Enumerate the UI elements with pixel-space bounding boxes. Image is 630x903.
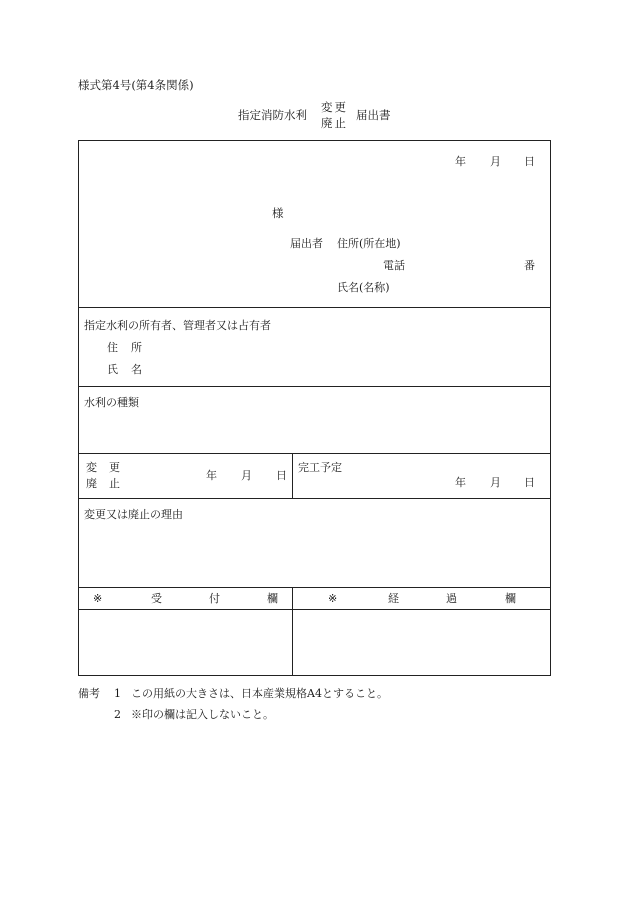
abolish-char-1: 廃 [86,477,97,490]
notes-label: 備考 [78,687,100,700]
phone-number-suffix: 番 [524,259,535,272]
reception-char-2: 付 [209,592,220,605]
divider-date-completion [292,453,293,498]
divider-owner-type [78,386,551,387]
address-label: 住所(所在地) [337,237,401,250]
progress-char-1: 経 [388,592,399,605]
title-prefix: 指定消防水利 [238,108,307,122]
divider-header-owner [78,307,551,308]
divider-date-reason [78,498,551,499]
owner-heading: 指定水利の所有者、管理者又は占有者 [84,319,271,332]
abolish-char-2: 止 [109,477,120,490]
form-number: 様式第4号(第4条関係) [78,78,194,92]
divider-office-header [78,609,551,610]
progress-char-3: 欄 [505,592,516,605]
owner-address-char-1: 住 [107,341,118,354]
note-1-text: この用紙の大きさは、日本産業規格A4とすること。 [131,687,388,700]
progress-char-2: 過 [446,592,457,605]
note-2-number: 2 [114,708,121,721]
completion-year: 年 [455,476,466,489]
progress-mark: ※ [328,592,338,605]
change-date-day: 日 [276,469,287,482]
note-1-number: 1 [114,687,121,700]
title-option-abolish: 廃止 [321,116,348,130]
reason-heading: 変更又は廃止の理由 [84,508,183,521]
change-date-month: 月 [241,469,252,482]
completion-month: 月 [490,476,501,489]
change-date-year: 年 [206,469,217,482]
divider-reason-office [78,587,551,588]
change-char-1: 変 [86,461,97,474]
addressee-suffix: 様 [272,206,284,220]
title-option-change: 変更 [321,100,348,114]
divider-type-date [78,453,551,454]
note-2-text: ※印の欄は記入しないこと。 [131,708,274,721]
name-label: 氏名(名称) [337,281,390,294]
date-year-label: 年 [455,155,466,168]
phone-label: 電話 [383,259,405,272]
date-month-label: 月 [490,155,501,168]
owner-address-char-2: 所 [131,341,142,354]
change-char-2: 更 [109,461,120,474]
reception-char-3: 欄 [267,592,278,605]
completion-label: 完工予定 [298,461,342,474]
divider-office-columns [292,587,293,676]
form-table [78,140,551,676]
water-type-heading: 水利の種類 [84,396,139,409]
date-day-label: 日 [524,155,535,168]
owner-name-char-1: 氏 [107,363,118,376]
notifier-label: 届出者 [290,237,323,250]
reception-char-1: 受 [151,592,162,605]
reception-mark: ※ [93,592,103,605]
title-suffix: 届出書 [356,108,391,122]
owner-name-char-2: 名 [131,363,142,376]
completion-day: 日 [524,476,535,489]
